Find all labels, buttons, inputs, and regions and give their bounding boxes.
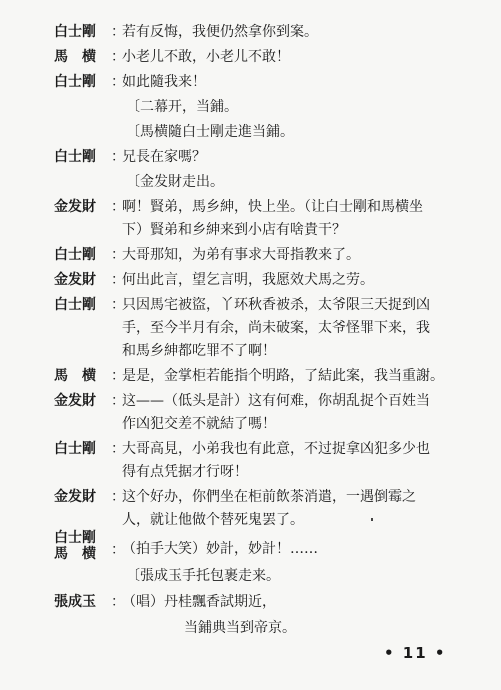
- line-text: （拍手大笑）妙計，妙計！……: [122, 541, 318, 557]
- colon: ：: [111, 272, 125, 288]
- line-text: 是是，金掌柜若能指个明路，了結此案，我当重謝。: [122, 368, 444, 384]
- speaker-name: 金发財: [54, 199, 96, 215]
- speaker-name: 白士剛: [54, 441, 96, 457]
- line-text: 若有反悔，我便仍然拿你到案。: [122, 24, 318, 40]
- speaker-name: 金发財: [54, 272, 96, 288]
- speaker-name: 白士剛: [54, 74, 96, 90]
- colon: ：: [111, 24, 125, 40]
- line-text: 小老儿不敢，小老儿不敢！: [122, 49, 290, 65]
- line-text: 得有点凭据才行呀！: [122, 464, 248, 480]
- speaker-name: 白士剛: [54, 297, 96, 313]
- line-text: 兄長在家嗎？: [122, 149, 206, 165]
- colon: ：: [111, 247, 125, 263]
- line-text: 只因馬宅被盜，丫环秋香被杀，太爷限三天捉到凶: [122, 297, 430, 313]
- line-text: 作凶犯交差不就結了嗎！: [122, 416, 276, 432]
- line-text: 〔馬横隨白士剛走進当鋪。: [126, 124, 294, 140]
- line-text: 〔張成玉手托包裹走来。: [126, 568, 280, 584]
- line-text: 当鋪典当到帝京。: [184, 620, 296, 636]
- line-text: 啊！賢弟，馬乡紳，快上坐。（让白士剛和馬横坐: [122, 199, 423, 215]
- line-text: 〔二幕开，当鋪。: [126, 99, 238, 115]
- speaker-name: 金发財: [54, 393, 96, 409]
- colon: ：: [111, 441, 125, 457]
- line-text: 大哥高見，小弟我也有此意，不过捉拿凶犯多少也: [122, 441, 430, 457]
- line-text: 和馬乡紳都吃罪不了啊！: [122, 343, 276, 359]
- speaker-name: 張成玉: [54, 594, 96, 610]
- page-number: • 11 •: [384, 644, 447, 662]
- line-text: 如此隨我来！: [122, 74, 206, 90]
- speaker-name: 馬 横: [54, 368, 96, 384]
- line-text: 〔金发財走出。: [126, 174, 224, 190]
- line-text: 何出此言，望乞言明，我愿效犬馬之劳。: [122, 272, 374, 288]
- line-text: 大哥那知，为弟有事求大哥指教来了。: [122, 247, 360, 263]
- colon: ：: [111, 489, 125, 505]
- colon: ：: [111, 594, 125, 610]
- colon: ：: [111, 74, 125, 90]
- line-text: 这个好办，你們坐在柜前飲茶消遣，一遇倒霉之: [122, 489, 416, 505]
- line-text: 这——（低头是計）这有何难，你胡乱捉个百姓当: [122, 393, 430, 409]
- speaker-name: 白士剛: [54, 247, 96, 263]
- colon: ：: [111, 49, 125, 65]
- ink-speck: [371, 518, 373, 521]
- speaker-name-pair: 白士剛 馬 横: [54, 530, 96, 562]
- colon: ：: [111, 393, 125, 409]
- speaker-name: 白士剛: [54, 149, 96, 165]
- colon: ：: [111, 297, 125, 313]
- line-text: 手，至今半月有余，尚未破案，太爷怪罪下来，我: [122, 320, 430, 336]
- colon: ：: [111, 542, 125, 558]
- line-text: 下）賢弟和乡紳来到小店有啥貴干？: [122, 222, 346, 238]
- line-text: （唱）丹桂飄香試期近，: [122, 594, 276, 610]
- colon: ：: [111, 368, 125, 384]
- speaker-name: 金发財: [54, 489, 96, 505]
- line-text: 人，就让他做个替死鬼罢了。: [122, 512, 304, 528]
- script-line-joint: [0, 530, 501, 564]
- colon: ：: [111, 199, 125, 215]
- speaker-name: 馬 横: [54, 49, 96, 65]
- speaker-name: 白士剛: [54, 24, 96, 40]
- colon: ：: [111, 149, 125, 165]
